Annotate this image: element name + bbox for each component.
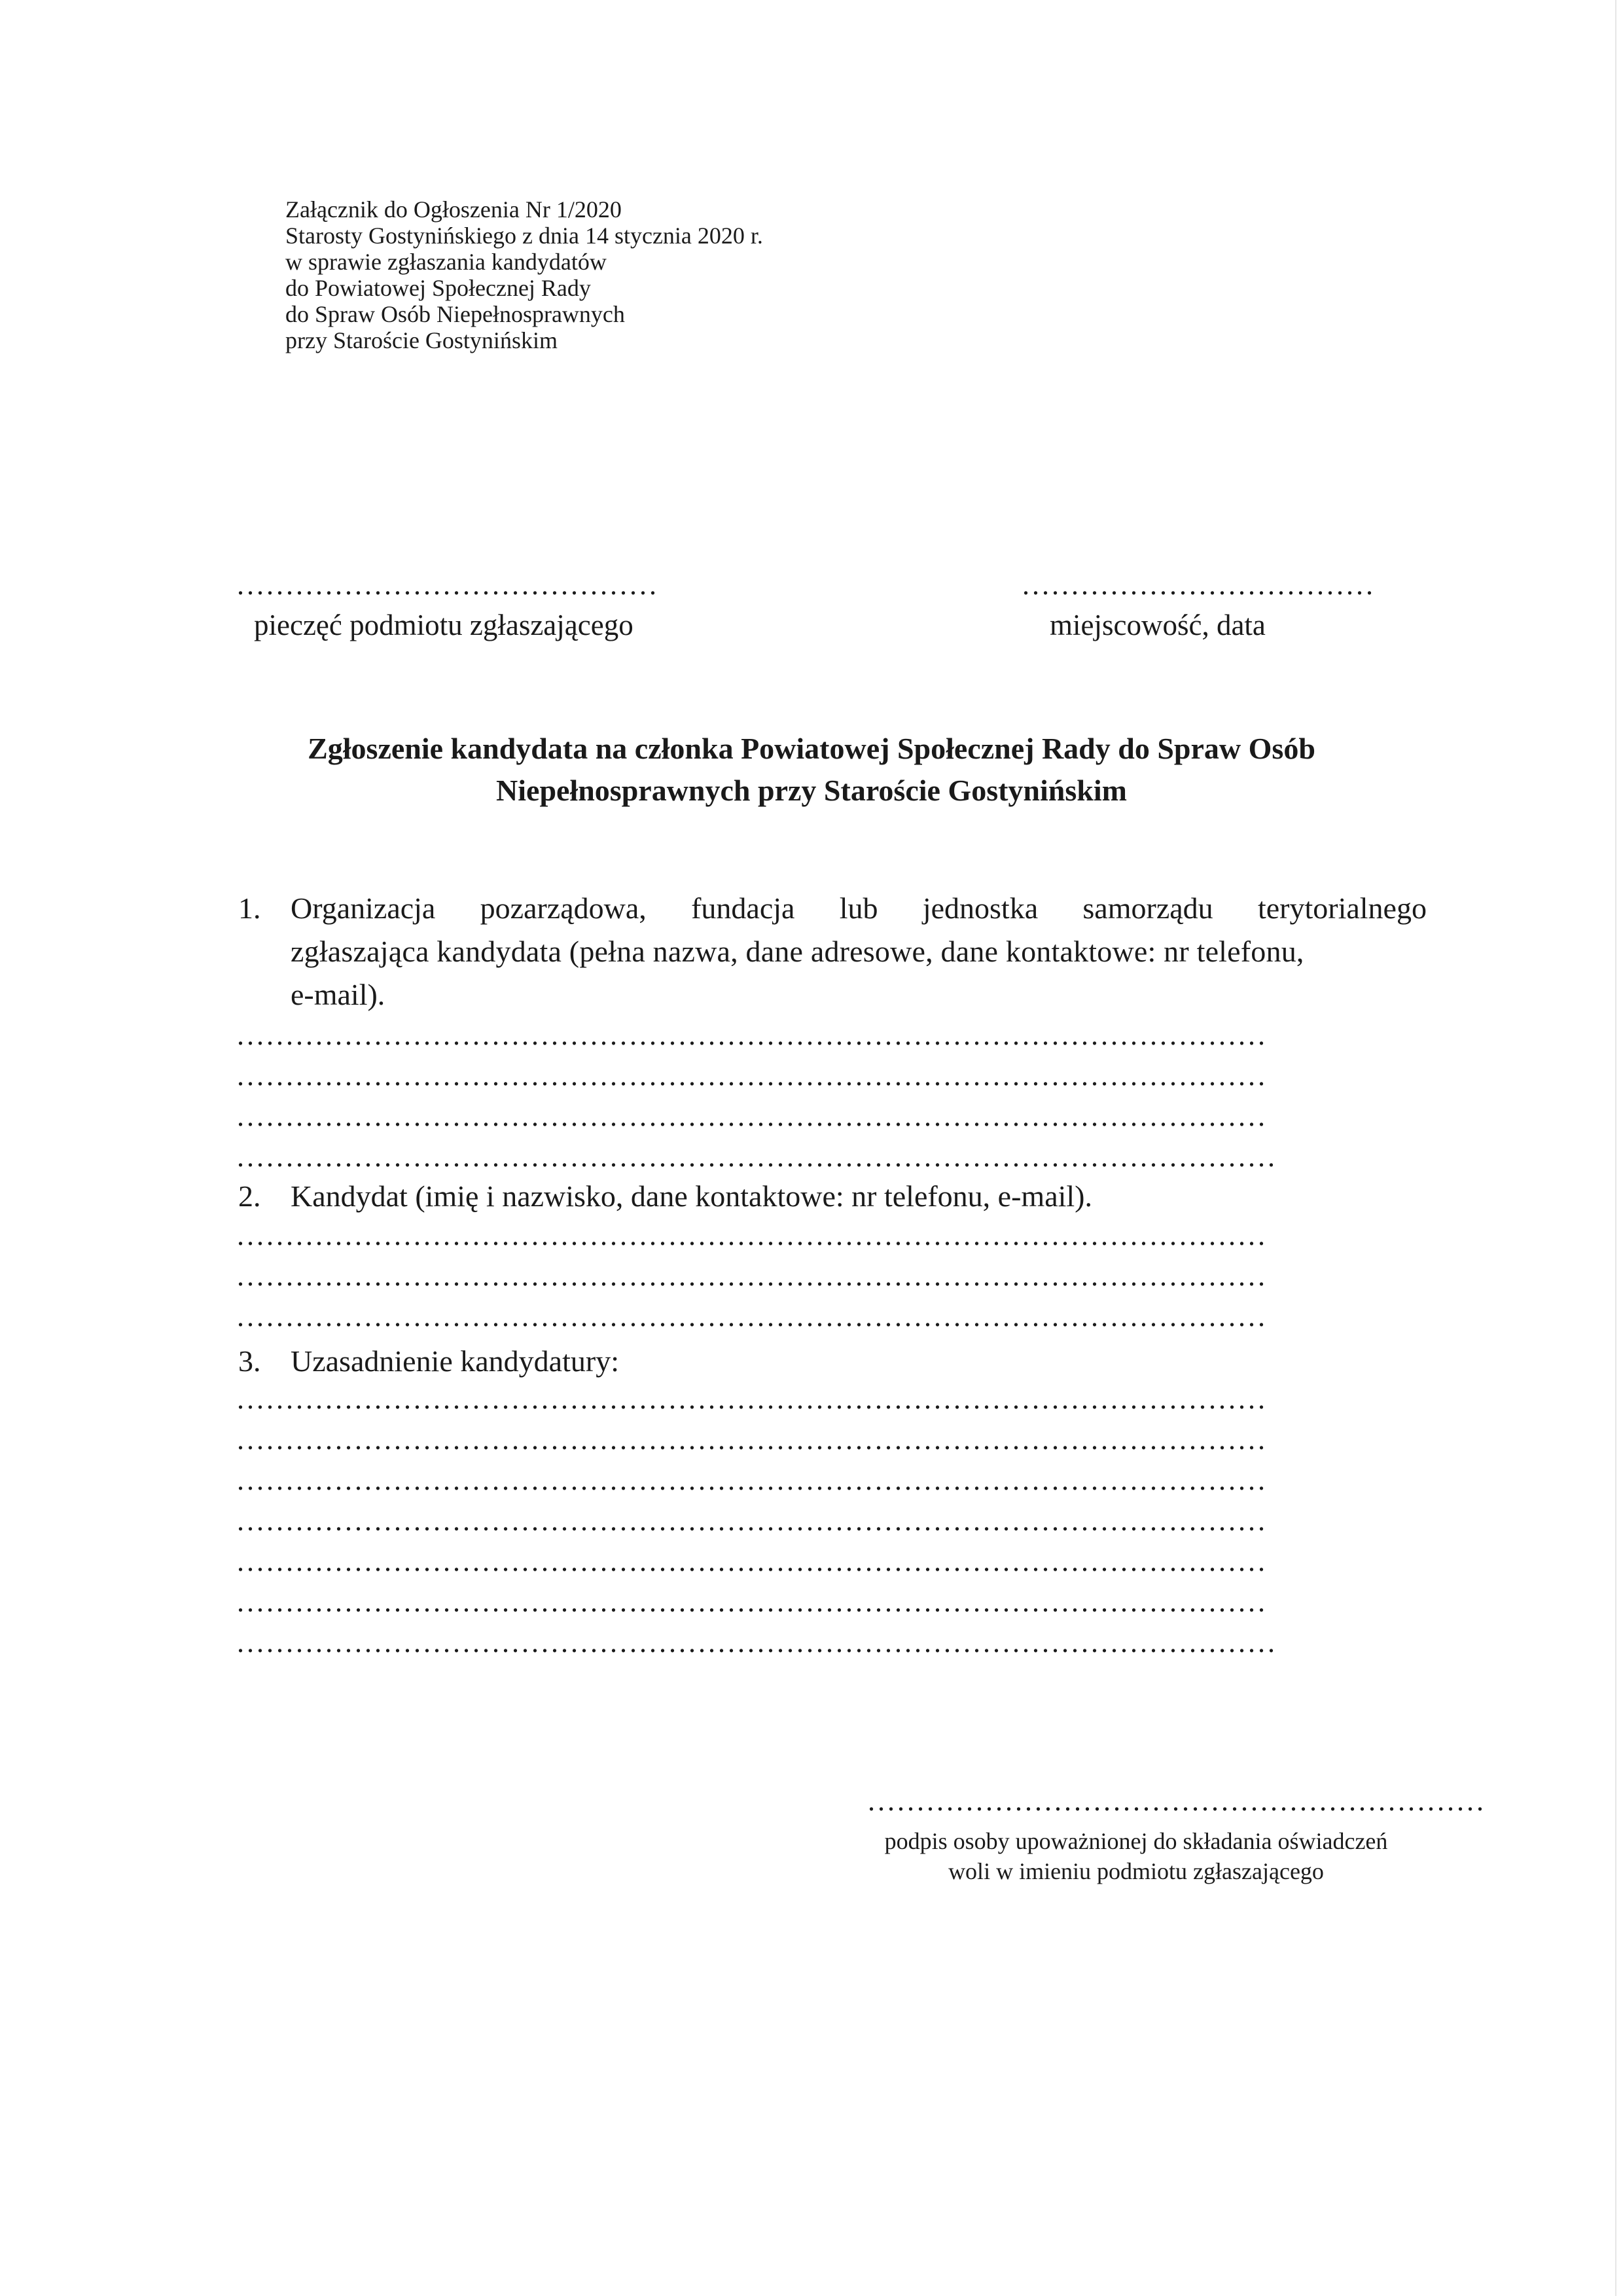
section1-word: lub [839,891,878,925]
section1-line3: e-mail). [291,978,385,1011]
attachment-header [285,196,763,353]
section3-text: Uzasadnienie kandydatury: [291,1344,619,1378]
place-date-dots: .................................... [1022,569,1376,601]
section1-dots: ......................................................................................................... [237,1100,1268,1132]
header-line: do Powiatowej Społecznej Rady [285,275,591,301]
place-date-label: miejscowość, data [1050,609,1266,641]
section2-dots: ......................................................................................................... [237,1219,1268,1251]
section1-word: pozarządowa, [480,891,647,925]
section3-dots: ......................................................................................................... [237,1545,1268,1577]
section3-dots: ......................................................................................................... [237,1464,1268,1496]
section2-text: Kandydat (imię i nazwisko, dane kontaktowe: nr telefonu, e-mail). [291,1179,1092,1213]
section1-word: terytorialnego [1257,891,1427,925]
section1-word: samorządu [1082,891,1213,925]
section1-dots: ......................................................................................................... [237,1060,1268,1092]
section1-word: Organizacja [291,891,436,925]
section1-line2: zgłaszająca kandydata (pełna nazwa, dane adresowe, dane kontaktowe: nr telefonu, [291,935,1304,968]
header-line: Starosty Gostynińskiego z dnia 14 stycznia 2020 r. [285,223,763,249]
header-line: przy Staroście Gostynińskim [285,327,558,353]
signature-label-line1: podpis osoby upoważnionej do składania oświadczeń [884,1828,1388,1854]
form-title-line1: Zgłoszenie kandydata na członka Powiatowej Społecznej Rady do Spraw Osób [308,732,1315,765]
section2-dots: ......................................................................................................... [237,1300,1268,1333]
section2-number: 2. [238,1179,261,1213]
section1-word: jednostka [922,891,1039,925]
section3-dots: ......................................................................................................... [237,1505,1268,1537]
section1-dots: ......................................................................................................... [237,1019,1268,1051]
scan-edge [1615,0,1616,2296]
stamp-label: pieczęć podmiotu zgłaszającego [254,609,633,641]
signature-dots: ............................................................... [868,1785,1486,1817]
section3-dots: ......................................................................................................... [237,1383,1268,1415]
section3-dots: ......................................................................................................... [237,1424,1268,1456]
section3-dots: .......................................................................................................... [237,1626,1277,1659]
section1-word: fundacja [691,891,795,925]
section2-dots: ......................................................................................................... [237,1260,1268,1292]
stamp-dots: ........................................... [237,569,659,601]
form-title-line2: Niepełnosprawnych przy Staroście Gostynińskim [496,774,1127,807]
signature-label-line2: woli w imieniu podmiotu zgłaszającego [948,1858,1324,1884]
section1-number: 1. [238,891,261,925]
section1-dots: .......................................................................................................... [237,1141,1277,1173]
header-line: w sprawie zgłaszania kandydatów [285,249,607,275]
header-line: do Spraw Osób Niepełnosprawnych [285,301,625,327]
section1-line1 [291,889,1427,928]
header-line: Załącznik do Ogłoszenia Nr 1/2020 [285,196,622,223]
section3-number: 3. [238,1344,261,1378]
section3-dots: ......................................................................................................... [237,1586,1268,1618]
